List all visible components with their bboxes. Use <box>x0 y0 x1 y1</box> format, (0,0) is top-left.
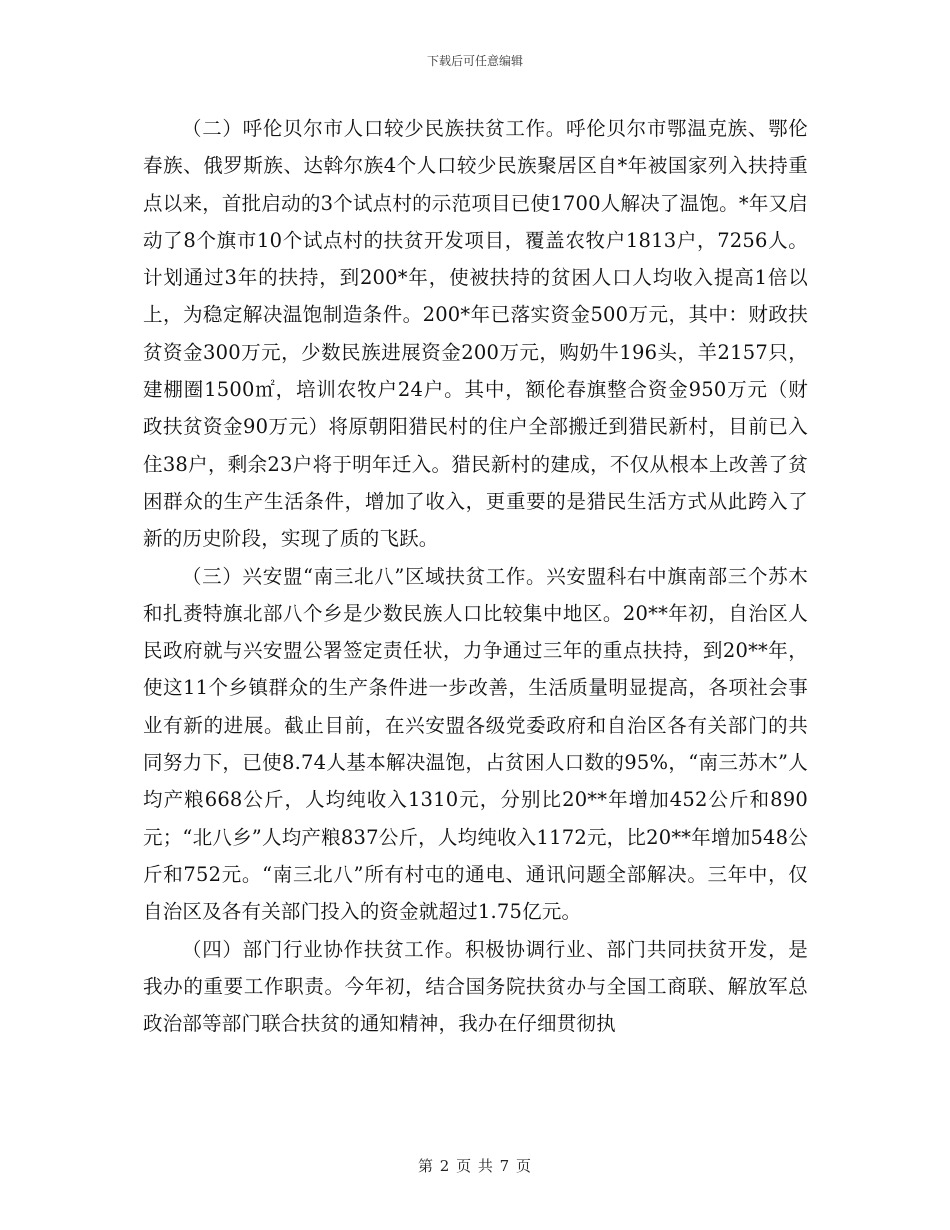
paragraph-3: （三）兴安盟“南三北八”区域扶贫工作。兴安盟科右中旗南部三个苏木和扎赉特旗北部八个乡是少数民族人口比较集中地区。20**年初，自治区人民政府就与兴安盟公署签定责任状，力争通过三年的重点扶持，到20**年，使这11个乡镇群众的生产条件进一步改善，生活质量明显提高，各项社会事业有新的进展。截止目前，在兴安盟各级党委政府和自治区各有关部门的共同努力下，已使8.74人基本解决温饱，占贫困人口数的95%，“南三苏木”人均产粮668公斤，人均纯收入1310元，分别比20**年增加452公斤和890元；“北八乡”人均产粮837公斤，人均纯收入1172元，比20**年增加548公斤和752元。“南三北八”所有村屯的通电、通讯问题全部解决。三年中，仅自治区及各有关部门投入的资金就超过1.75亿元。 <box>143 564 808 924</box>
page-footer: 第 2 页 共 7 页 <box>418 1157 532 1175</box>
paragraph-4: （四）部门行业协作扶贫工作。积极协调行业、部门共同扶贫开发，是我办的重要工作职责。今年初，结合国务院扶贫办与全国工商联、解放军总政治部等部门联合扶贫的通知精神，我办在仔细贯彻执 <box>143 937 808 1036</box>
paragraph-2: （二）呼伦贝尔市人口较少民族扶贫工作。呼伦贝尔市鄂温克族、鄂伦春族、俄罗斯族、达斡尔族4个人口较少民族聚居区自*年被国家列入扶持重点以来，首批启动的3个试点村的示范项目已使1700人解决了温饱。*年又启动了8个旗市10个试点村的扶贫开发项目，覆盖农牧户1813户，7256人。计划通过3年的扶持，到200*年，使被扶持的贫困人口人均收入提高1倍以上，为稳定解决温饱制造条件。200*年已落实资金500万元，其中：财政扶贫资金300万元，少数民族进展资金200万元，购奶牛196头，羊2157只，建棚圈1500㎡，培训农牧户24户。其中，额伦春旗整合资金950万元（财政扶贫资金90万元）将原朝阳猎民村的住户全部搬迁到猎民新村，目前已入住38户，剩余23户将于明年迁入。猎民新村的建成，不仅从根本上改善了贫困群众的生产生活条件，增加了收入，更重要的是猎民生活方式从此跨入了新的历史阶段，实现了质的飞跃。 <box>143 117 808 551</box>
document-body <box>143 110 808 1042</box>
page-header: 下载后可任意编辑 <box>426 54 523 68</box>
